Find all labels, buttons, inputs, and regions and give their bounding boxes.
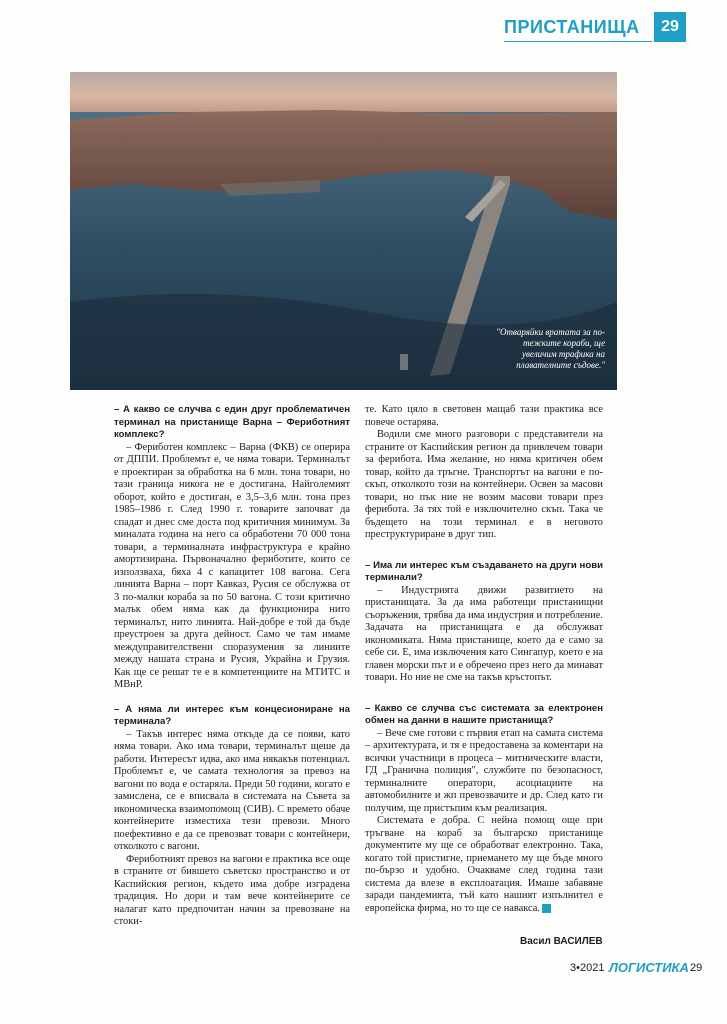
page-footer: [570, 960, 710, 976]
section-title: ПРИСТАНИЩА: [504, 17, 640, 37]
article-right-column: [365, 404, 603, 915]
section-header: [504, 12, 727, 42]
answer-edi-system: – Вече сме готови с първия етап на самата система – архитектурата, и тя е предоставена за коментари на всички участници в процеса – митническите власти, ГД „Гранична полиция", службите по безопасност, терминалните оператори, асоциациите на автомобилните и жп превозвачите и др. След като ги получим, ще пристъпим към реализация.: [365, 727, 603, 814]
question-new-terminals: – Има ли интерес към създаването на други нови терминали?: [365, 559, 603, 583]
article-left-column: [114, 404, 350, 929]
answer-new-terminals: – Индустрията движи развитието на пристанищата. За да има работещи пристанищни съоръжения, трябва да има индустрия и потребление. Задачата на пристанищата е да обслужват икономиката. Няма пристанище, което да е само за себе си. Е, има изключения като Сингапур, което е на главен морски път и е обречено през него да минават товари. Но ние не сме на такъв кръстопът.: [365, 584, 603, 683]
question-edi-system: – Какво се случва със системата за електронен обмен на данни в нашите пристанища?: [365, 702, 603, 726]
header-rule: [504, 41, 652, 42]
paragraph-ferry-transport: Фериботният превоз на вагони е практика все още в страните от бившето съветско пространство и от Каспийския регион, където има добре изградена традиция. Но дори и там вече контейнерите се налагат като предпочитан начин за превозване на стоки-: [114, 853, 350, 927]
question-ferry-complex: – А какво се случва с един друг проблематичен терминал на пристанище Варна – Фериботният комплекс?: [114, 404, 350, 440]
footer-page-number: 29: [690, 962, 703, 974]
answer-ferry-complex: – Фериботен комплекс – Варна (ФКВ) се оперира от ДППИ. Проблемът е, че няма товари. Терминалът е проектиран за обработка на 6 млн. тона товари, но тази граница никога не е достигана. Найголемият оборот, който е достиган, е 3,5–3,6 млн. тона през 1985–1986 г. След 1990 г. товарите започват да спадат и днес сме доста под критичния минимум. За миналата година на него са обработени 70 000 тона товари, а терминалната инфраструктура е крайно амортизирана. Първоначално фериботите, които се използваха, бяха 4 с капацитет 108 вагона. Сега линията Варна – порт Кавказ, Русия се обслужва от 3 по-малки кораба за по 50 вагона. С този критично малък обем няма как да функционира нито терминалът, нито линията. Най-добре е той да бъде преустроен за друга дейност. Само че там имаме междуправителствени споразумения за линиите между нашата страна и Русия, Украйна и Грузия. Как ще се решат те е в компетенциите на МТИТС и МВнР.: [114, 441, 350, 690]
photo-caption: "Отваряйки вратата за по-тежките кораби, ще увеличим трафика на плавателните съдове.": [496, 327, 605, 370]
answer-concession: – Такъв интерес няма откъде да се появи, като няма товари. Ако има товари, терминалът щеше да работи. Интересът идва, ако има някакъв потенциал. Проблемът е, че самата технология за превоз на вагони по вода е остаряла. Преди 50 години, когато е замислена, се е вписвала в системата на Съвета за икономическа взаимопомощ (СИВ). С времето обаче контейнерите изместиха тези превози. Много поефективно е да се превозват товари с контейнери, отколкото с вагони.: [114, 728, 350, 852]
question-concession: – А няма ли интерес към концесиониране на терминала?: [114, 703, 350, 727]
author-signature: Васил ВАСИЛЕВ: [520, 936, 603, 947]
paragraph-continued: те. Като цяло в световен мащаб тази практика все повече остарява.: [365, 404, 603, 428]
paragraph-system-good: Системата е добра. С нейна помощ още при тръгване на кораб за българско пристанище документите му ще се обработват електронно. Така, когато той пристигне, приемането му ще бъде много по-бързо и удобно. Очакваме след година тази система да влезе в експлоатация. Имаше забавяне заради пандемията, тъй като нашият изпълнител е европейска фирма, но то ще се навакса.: [365, 815, 603, 914]
issue-number: 3•2021: [570, 962, 605, 974]
paragraph-caspian-talks: Водили сме много разговори с представители на страните от Каспийския регион да привлечем товари за ферибота. Има желание, но няма критичен обем товар, който да тръгне. Транспортът на вагони е по-скъп, отколкото този на контейнери. Освен за масови товари, но пък ние не возим масови товари през ферибота. За тях той е изключително скъп. Така че бъдещето на този терминал е в неговото преструктуриране в друг тип.: [365, 429, 603, 540]
magazine-logo: ЛОГИСТИКА: [609, 960, 689, 975]
page-number-badge: 29: [654, 12, 686, 42]
photo-sky: [70, 72, 617, 112]
end-mark-icon: [542, 904, 551, 913]
